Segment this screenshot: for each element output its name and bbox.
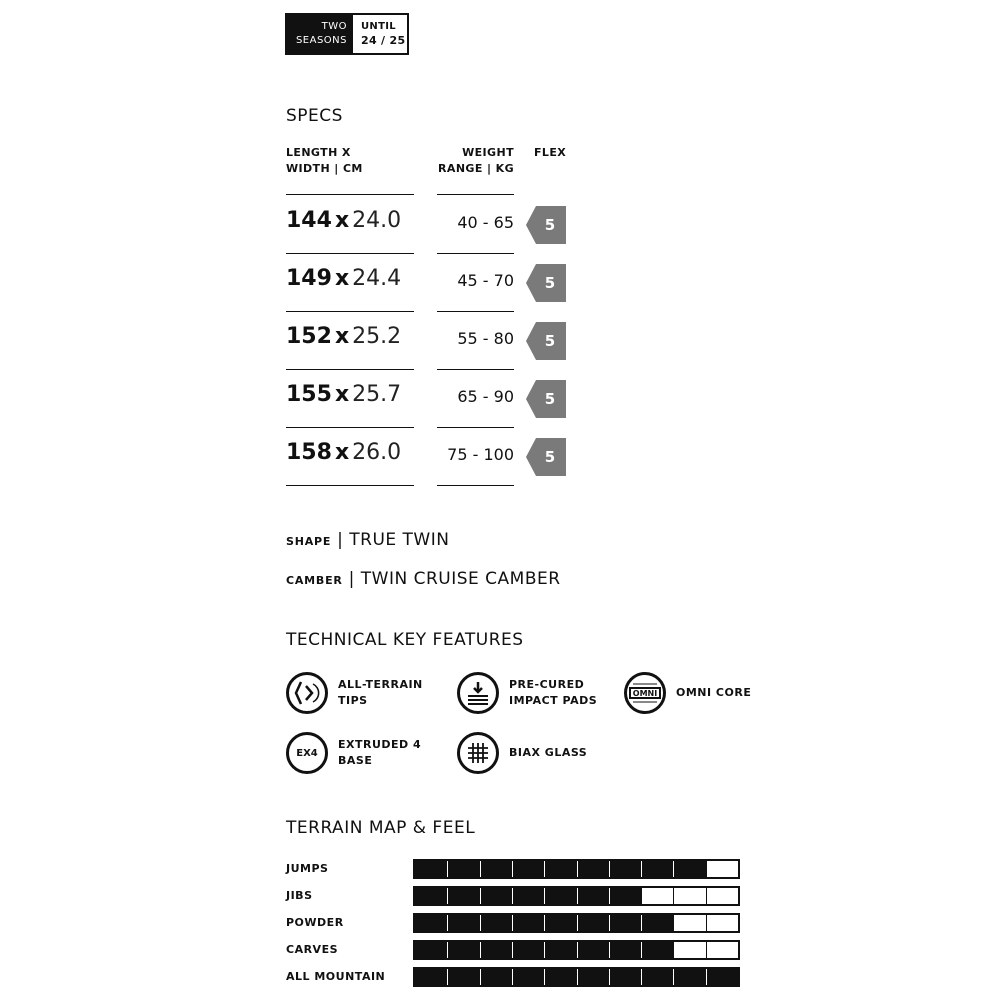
terrain-bar-ticks (415, 942, 738, 958)
badge-line2: SEASONS (295, 35, 347, 46)
flex-value: 5 (544, 274, 556, 292)
terrain-title: TERRAIN MAP & FEEL (286, 818, 476, 838)
feature-label (338, 737, 421, 769)
features-title: TECHNICAL KEY FEATURES (286, 630, 524, 650)
shape-key: SHAPE (286, 535, 332, 548)
feature-label-line1: ALL-TERRAIN (338, 678, 423, 691)
board-length: 158 (286, 440, 332, 465)
feature-label-line1: EXTRUDED 4 (338, 738, 422, 751)
weight-range: 40 - 65 (457, 213, 514, 232)
board-width: 24.0 (352, 208, 402, 233)
badge-two-seasons (287, 15, 353, 53)
badge-season: 24 / 25 (361, 34, 406, 47)
feature-omni-core (624, 672, 751, 714)
terrain-bar-ticks (415, 915, 738, 931)
flex-value: 5 (544, 448, 556, 466)
weight-range: 65 - 90 (457, 387, 514, 406)
impact-pads-icon (457, 672, 499, 714)
weight-header-line1: WEIGHT (462, 146, 514, 159)
feature-label-line1: OMNI CORE (676, 686, 752, 699)
terrain-label: JUMPS (286, 862, 329, 875)
board-width: 25.7 (352, 382, 402, 407)
badge-until (353, 15, 407, 53)
flex-rating (526, 264, 566, 302)
spec-row (286, 196, 576, 254)
size-separator: x (334, 440, 350, 465)
flex-value: 5 (544, 332, 556, 350)
feature-label (509, 677, 597, 709)
weight-column-divider (437, 194, 514, 195)
flex-rating (526, 380, 566, 418)
weight-range: 75 - 100 (447, 445, 514, 464)
terrain-bar (413, 913, 740, 933)
row-divider (286, 485, 414, 486)
board-size (286, 208, 401, 233)
terrain-bar-ticks (415, 969, 738, 985)
terrain-bar (413, 940, 740, 960)
spec-row (286, 312, 576, 370)
weight-range: 45 - 70 (457, 271, 514, 290)
feature-label (338, 677, 423, 709)
board-size (286, 324, 401, 349)
board-size (286, 382, 401, 407)
feature-label-line1: PRE-CURED (509, 678, 585, 691)
badge-line1: TWO (321, 21, 347, 32)
weight-header-line2: RANGE | KG (438, 162, 514, 175)
terrain-bar (413, 967, 740, 987)
size-header-line1: LENGTH X (286, 146, 351, 159)
feature-biax-glass (457, 732, 587, 774)
size-separator: x (334, 382, 350, 407)
board-length: 149 (286, 266, 332, 291)
terrain-label: ALL MOUNTAIN (286, 970, 386, 983)
board-size (286, 266, 401, 291)
shape-row (286, 530, 449, 550)
flex-rating (526, 206, 566, 244)
all-terrain-tips-icon (286, 672, 328, 714)
omni-core-icon (624, 672, 666, 714)
camber-key: CAMBER (286, 574, 343, 587)
feature-label-line2: IMPACT PADS (509, 694, 598, 707)
feature-label-line1: BIAX GLASS (509, 746, 588, 759)
biax-glass-icon (457, 732, 499, 774)
specs-title: SPECS (286, 106, 343, 126)
terrain-label: JIBS (286, 889, 313, 902)
flex-rating (526, 322, 566, 360)
feature-ex4-base (286, 732, 421, 774)
feature-label (509, 745, 587, 761)
omni-core-icon-text: OMNI (632, 689, 658, 698)
board-size (286, 440, 401, 465)
feature-all-terrain-tips (286, 672, 423, 714)
terrain-bar-ticks (415, 861, 738, 877)
feature-impact-pads (457, 672, 597, 714)
terrain-label: POWDER (286, 916, 344, 929)
flex-rating (526, 438, 566, 476)
size-separator: x (334, 266, 350, 291)
size-separator: x (334, 324, 350, 349)
flex-value: 5 (544, 390, 556, 408)
board-length: 155 (286, 382, 332, 407)
board-width: 24.4 (352, 266, 402, 291)
feature-label-line2: TIPS (338, 694, 368, 707)
flex-column-header: FLEX (534, 146, 567, 159)
size-column-header (286, 145, 363, 177)
camber-value: TWIN CRUISE CAMBER (360, 569, 561, 589)
shape-value: TRUE TWIN (349, 530, 450, 550)
weight-column-header (437, 145, 514, 177)
board-width: 26.0 (352, 440, 402, 465)
feature-label-line2: BASE (338, 754, 373, 767)
terrain-bar-ticks (415, 888, 738, 904)
terrain-bar (413, 886, 740, 906)
badge-until-label: UNTIL (361, 21, 396, 32)
board-length: 144 (286, 208, 332, 233)
size-column-divider (286, 194, 414, 195)
camber-separator: | (348, 569, 355, 589)
spec-row (286, 428, 576, 486)
terrain-label: CARVES (286, 943, 339, 956)
shape-separator: | (337, 530, 344, 550)
size-separator: x (334, 208, 350, 233)
season-badge (285, 13, 409, 55)
row-divider (437, 485, 514, 486)
spec-row (286, 370, 576, 428)
flex-value: 5 (544, 216, 556, 234)
weight-range: 55 - 80 (457, 329, 514, 348)
size-header-line2: WIDTH | CM (286, 162, 363, 175)
terrain-bar (413, 859, 740, 879)
board-width: 25.2 (352, 324, 402, 349)
spec-row (286, 254, 576, 312)
ex4-base-icon (286, 732, 328, 774)
ex4-icon-text: EX4 (296, 747, 318, 759)
board-length: 152 (286, 324, 332, 349)
camber-row (286, 569, 561, 589)
feature-label (676, 685, 751, 701)
